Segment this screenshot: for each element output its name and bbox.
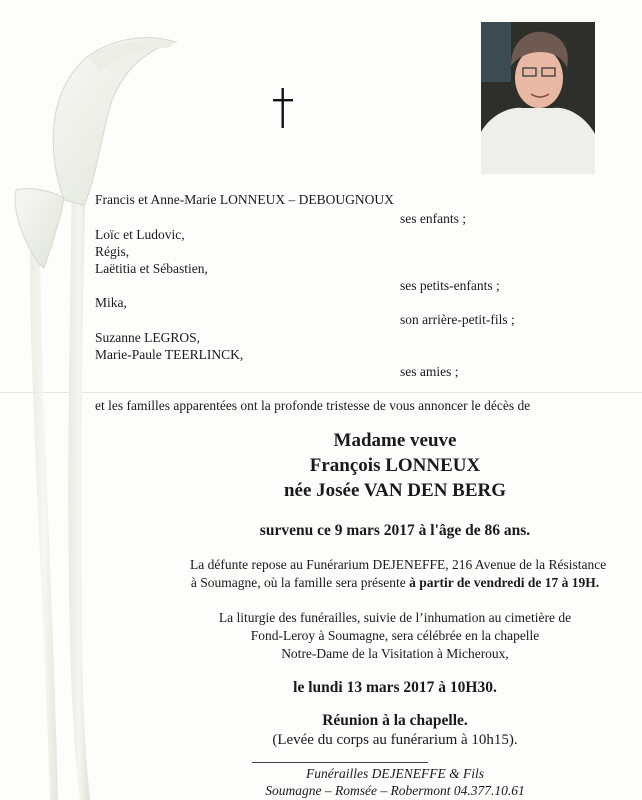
levee-time: (Levée du corps au funérarium à 10h15). (272, 732, 518, 748)
meeting-place: Réunion à la chapelle. (322, 712, 468, 729)
grandchildren-relation: ses petits-enfants ; (400, 278, 500, 293)
announcement: et les familles apparentées ont la profonde tristesse de vous annoncer le décès de (95, 398, 531, 413)
friend-2: Marie-Paule TEERLINCK, (95, 347, 244, 362)
liturgy-line-1: La liturgie des funérailles, suivie de l’inhumation au cimetière de (218, 610, 572, 625)
liturgy-line-2: Fond-Leroy à Soumagne, sera célébrée en la chapelle (250, 628, 540, 643)
divider (252, 762, 428, 763)
friend-1: Suzanne LEGROS, (95, 330, 200, 345)
grandchild-1: Loïc et Ludovic, (95, 227, 185, 242)
portrait-photo (481, 22, 595, 174)
great-grandchild: Mika, (95, 295, 127, 310)
grandchild-3: Laëtitia et Sébastien, (95, 261, 208, 276)
deceased-title: Madame veuve (333, 430, 457, 451)
deceased-name: François LONNEUX (309, 455, 481, 476)
repose-line-1: La défunte repose au Funérarium DEJENEFFE, 216 Avenue de la Résistance (190, 557, 607, 572)
cross-icon (270, 86, 296, 130)
great-grandchild-relation: son arrière-petit-fils ; (400, 312, 515, 327)
repose-line-2 (190, 574, 600, 592)
children-relation: ses enfants ; (400, 211, 466, 226)
liturgy-line-3: Notre-Dame de la Visitation à Micheroux, (281, 646, 509, 661)
ceremony-date: le lundi 13 mars 2017 à 10H30. (293, 679, 497, 696)
repose-location: à Soumagne, où la famille sera présente (190, 575, 410, 590)
visiting-hours: à partir de vendredi de 17 à 19H. (409, 575, 600, 590)
children-names: Francis et Anne-Marie LONNEUX – DEBOUGNOUX (95, 192, 394, 207)
funeral-home-places: Soumagne – Romsée – Robermont 04.377.10.61 (265, 783, 525, 798)
grandchild-2: Régis, (95, 244, 130, 259)
deceased-maiden-name: née Josée VAN DEN BERG (283, 480, 507, 501)
funeral-home-name: Funérailles DEJENEFFE & Fils (305, 766, 485, 781)
death-date: survenu ce 9 mars 2017 à l'âge de 86 ans. (259, 522, 531, 539)
friends-relation: ses amies ; (400, 364, 459, 379)
